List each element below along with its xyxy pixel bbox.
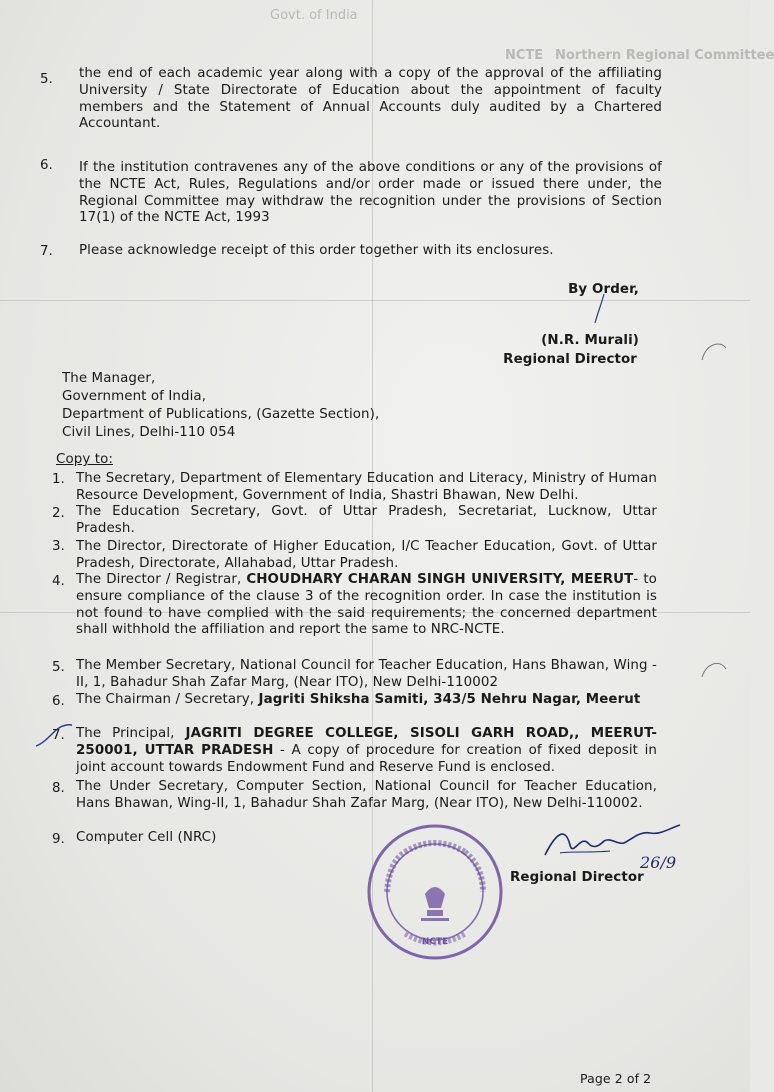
copy-item-bold: CHOUDHARY CHARAN SINGH UNIVERSITY, MEERUT xyxy=(246,572,634,587)
fold-crease xyxy=(0,300,750,301)
addressee-line: Civil Lines, Delhi-110 054 xyxy=(62,425,236,440)
stamp-label: NCTE xyxy=(421,937,449,947)
copy-item-bold: Jagriti Shiksha Samiti, 343/5 Nehru Nagar, Meerut xyxy=(258,692,641,707)
copy-item: The Member Secretary, National Council for Teacher Education, Hans Bhawan, Wing - II, 1, Bahadur Shah Zafar Marg, (Near ITO), New Delhi-110002 xyxy=(76,658,657,690)
page-footer: Page 2 of 2 xyxy=(580,1071,652,1086)
addressee-line: Department of Publications, (Gazette Section), xyxy=(62,407,380,422)
addressee-line: The Manager, xyxy=(62,371,156,386)
copy-number: 4. xyxy=(52,574,65,589)
copy-item: The Under Secretary, Computer Section, National Council for Teacher Education, Hans Bhawan, Wing-II, 1, Bahadur Shah Zafar Marg, (Near ITO), New Delhi-110002. xyxy=(76,779,657,811)
item-number: 7. xyxy=(40,244,53,259)
copy-number: 6. xyxy=(52,694,65,709)
copy-item-text: The Director / Registrar, xyxy=(76,572,247,587)
copy-number: 8. xyxy=(52,781,65,796)
copy-item: The Secretary, Department of Elementary Education and Literacy, Ministry of Human Resource Development, Government of India, Shastri Bhawan, New Delhi. xyxy=(76,471,657,503)
copy-number: 5. xyxy=(52,660,65,675)
round-seal-stamp xyxy=(365,822,505,962)
item-text: the end of each academic year along with a copy of the approval of the affiliating University / State Directorate of Education about the appointment of faculty members and the Statement of Annual Accounts duly audited by a Chartered Accountant. xyxy=(79,66,662,132)
copy-item xyxy=(76,692,657,709)
copy-item-text: - A copy of procedure for creation of fixed deposit in joint account towards Endowment Fund and Reserve Fund is enclosed. xyxy=(76,742,657,775)
copy-item: The Director, Directorate of Higher Education, I/C Teacher Education, Govt. of Uttar Pradesh, Directorate, Allahabad, Uttar Pradesh. xyxy=(76,539,657,571)
copy-to-label: Copy to: xyxy=(56,452,113,467)
copy-item: The Education Secretary, Govt. of Uttar Pradesh, Secretariat, Lucknow, Uttar Pradesh. xyxy=(76,504,657,536)
copy-item-text: The Principal, xyxy=(76,726,186,741)
copy-item-text: The Chairman / Secretary, xyxy=(76,692,259,707)
bleed-through-ncte: NCTE xyxy=(505,48,544,63)
copy-item-bold: JAGRITI DEGREE COLLEGE, SISOLI GARH ROAD,, MEERUT-250001, UTTAR PRADESH xyxy=(76,726,657,758)
signatory-title: Regional Director xyxy=(503,352,637,367)
handwritten-date: 26/9 xyxy=(640,853,677,872)
copy-number: 7. xyxy=(52,728,65,743)
by-order: By Order, xyxy=(568,282,639,297)
copy-number: 9. xyxy=(52,832,65,847)
addressee-line: Government of India, xyxy=(62,389,207,404)
fold-mark xyxy=(700,336,730,364)
item-text: Please acknowledge receipt of this order together with its enclosures. xyxy=(79,243,554,258)
fold-mark xyxy=(700,655,730,683)
bleed-through-top-right: Northern Regional Committee xyxy=(555,48,774,63)
pen-tick-mark xyxy=(590,292,610,326)
signatory-name: (N.R. Murali) xyxy=(541,333,639,348)
copy-number: 1. xyxy=(52,472,65,487)
item-number: 5. xyxy=(40,72,53,87)
copy-item xyxy=(76,572,657,639)
item-number: 6. xyxy=(40,158,53,173)
copy-number: 3. xyxy=(52,539,65,554)
copy-item: Computer Cell (NRC) xyxy=(76,830,217,845)
bottom-signatory-title: Regional Director xyxy=(510,870,644,885)
bleed-through-top-left: Govt. of India xyxy=(270,8,358,23)
copy-item xyxy=(76,726,657,776)
item-text: If the institution contravenes any of the above conditions or any of the provisions of the NCTE Act, Rules, Regulations and/or order made or issued there under, the Regional Committee may withdraw the recognition under the provisions of Section 17(1) of the NCTE Act, 1993 xyxy=(79,160,662,226)
pen-tick-mark xyxy=(34,722,74,750)
copy-number: 2. xyxy=(52,506,65,521)
copy-item-text: - to ensure compliance of the clause 3 of the recognition order. In case the institution is not found to have complied with the said requirements; the concerned department shall withhold the affiliation and report the same to NRC-NCTE. xyxy=(76,572,657,638)
